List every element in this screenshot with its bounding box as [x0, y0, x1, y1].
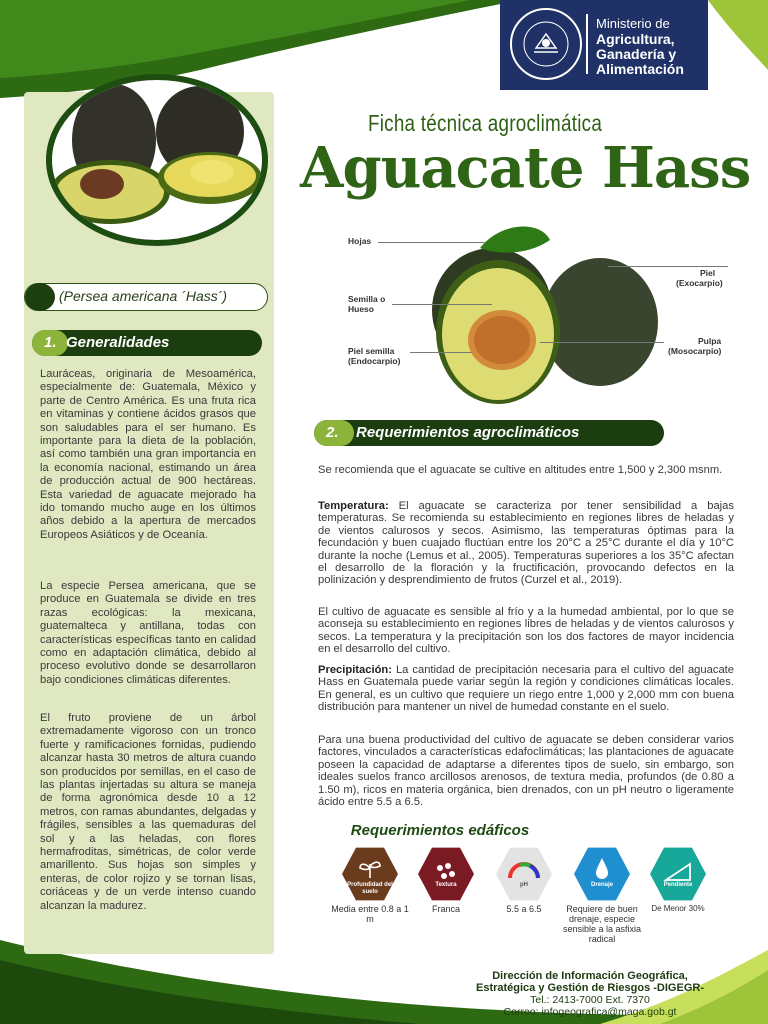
avocado-diagram — [420, 220, 670, 410]
label-piel-semilla: Piel semilla — [348, 346, 395, 356]
label-mosocarpio: (Mosocarpio) — [668, 346, 722, 356]
temperature-label: Temperatura: — [318, 500, 389, 512]
cold-sensitivity-paragraph: El cultivo de aguacate es sensible al frío y a la humedad ambiental, por lo que se aconseja su establecimiento en regiones libres de heladas y de vientos calurosos y secos. La temperatura y la precipitación son los dos factores de mayor incidencia en el desarrollo del cultivo. — [318, 606, 734, 656]
page-title: Aguacate Hass — [300, 135, 751, 201]
drainage-label: Drenaje — [590, 882, 613, 888]
avocado-photo — [46, 74, 268, 246]
guatemala-seal-icon — [510, 8, 582, 80]
precipitation-paragraph — [318, 664, 734, 714]
logo-line-2: Agricultura, — [596, 31, 675, 47]
leader-line — [378, 242, 486, 243]
footer-phone: Tel.: 2413-7000 Ext. 7370 — [530, 994, 650, 1006]
altitude-paragraph: Se recomienda que el aguacate se cultive en altitudes entre 1,500 y 2,300 msnm. — [318, 464, 723, 476]
generalidades-paragraph-2: La especie Persea americana, que se produce en Guatemala se divide en tres razas ecológicas: la mexicana, guatemalteca y antillana, todas con características específicas tanto en calidad como en adaptación climática, debido al proceso evolutivo donde se desarrollaron bajo condiciones climáticas diferentes. — [40, 580, 256, 686]
drainage-card — [574, 846, 630, 902]
ph-label: pH — [520, 882, 528, 888]
soil-depth-card — [342, 846, 398, 902]
precipitation-text: La cantidad de precipitación necesaria para el cultivo del aguacate Hass en Guatemala puede variar según la región y condiciones climáticas locales. En general, es un cultivo que requiere un riego entre 1,000 y 2,000 mm con buena distribución para mantener un nivel de humedad constante en el suelo. — [318, 664, 734, 714]
slope-label: Pendiente — [663, 882, 693, 888]
seal-graphic — [512, 10, 580, 78]
slope-caption: De Menor 30% — [651, 904, 705, 913]
footer-org-line-2: Estratégica y Gestión de Riesgos -DIGEGR- — [475, 982, 704, 994]
label-exocarpio: (Exocarpio) — [676, 278, 723, 288]
soil-paragraph: Para una buena productividad del cultivo de aguacate se deben considerar varios factores, vinculados a características edafoclimáticas; las plantaciones de aguacate poseen la capacidad de adaptarse a diferentes tipos de suelo, sin embargo, son ideales suelos franco arcillosos arenosos, de textura media, profundos (de 0.80 a 1.50 m), ricos en materia orgánica, bien drenados, con un pH neutro o ligeramente ácido entre 5.5 a 6.5. — [318, 734, 734, 809]
generalidades-paragraph-1: Lauráceas, originaria de Mesoamérica, especialmente de: Guatemala, México y parte de Centro América. Es una fruta rica en vitaminas y contiene ácidos grasos que son saludables para el ser humano. Es importante para la dieta de la población, así como también una gran importancia en la economía nacional, estimando un área de producción actual de 900 hectáreas. Esta variedad de aguacate mejorado ha ido tomando mucho auge en los últimos años debido a la apertura de mercados Europeos Asiáticos y de Oceanía. — [40, 368, 256, 541]
slope-card — [650, 846, 706, 902]
ph-card — [496, 846, 552, 902]
label-endocarpio: (Endocarpio) — [348, 356, 401, 366]
section-1-label: Generalidades — [66, 334, 170, 351]
generalidades-paragraph-3: El fruto proviene de un árbol extremadamente vigoroso con un tronco fuerte y ramificaciones fornidas, pudiendo alcanzar hasta 30 metros de altura cuando son producidos por semillas, en el caso de las plantas injertadas su altura se maneja de forma agronómica desde 10 a 12 metros, con ramas abundantes, delgadas y frágiles, sensibles a las quemaduras del sol y a las heladas, con flores hermafroditas, simétricas, de color verde amarillento. Sus hojas son simples y enteras, de color rojizo y se tornan lisas, coriáceas y de un verde intenso cuando alcanzan la madurez. — [40, 712, 256, 912]
precipitation-label: Precipitación: — [318, 664, 392, 676]
ministry-logo — [500, 0, 708, 90]
label-semilla: Semilla o — [348, 294, 386, 304]
section-2-heading — [314, 420, 664, 446]
texture-caption: Franca — [431, 904, 460, 914]
leader-line — [540, 342, 664, 343]
temperature-text: El aguacate se caracteriza por tener sensibilidad a bajas temperaturas. Se recomienda su establecimiento en regiones libres de heladas y de vientos calurosos y secos. Asimismo, las temperaturas óptimas para la fecundación y buen cuajado fluctúan entre los 20°C a 25°C durante el día y 10°C durante la noche (Lemus et al., 2005). Temperaturas superiores a los 35°C afectan el desarrollo de la floración y la fructificación, provocando defectos en la polinización y desprendimiento de frutos (Curzel et al., 2019). — [318, 500, 734, 587]
leader-line — [392, 304, 492, 305]
temperature-paragraph — [318, 500, 734, 587]
water-drop-icon — [574, 846, 630, 902]
logo-line-1: Ministerio de — [596, 16, 670, 31]
label-piel: Piel — [700, 268, 716, 278]
drainage-caption: Requiere de buen drenaje, especie sensible a la asfixia radical — [562, 904, 642, 944]
scientific-name: (Persea americana ´Hass´) — [59, 288, 228, 304]
logo-divider — [586, 14, 588, 74]
texture-icon — [418, 846, 474, 902]
soil-depth-caption: Media entre 0.8 a 1 m — [331, 904, 409, 924]
label-pulpa: Pulpa — [698, 336, 722, 346]
logo-line-3: Ganadería y — [596, 46, 677, 62]
slope-icon — [650, 846, 706, 902]
page-subtitle: Ficha técnica agroclimática — [367, 110, 603, 136]
texture-label: Textura — [435, 882, 457, 888]
label-hojas: Hojas — [348, 236, 372, 246]
section-2-number: 2. — [326, 424, 339, 441]
leader-line — [410, 352, 472, 353]
avocado-illustration — [52, 80, 262, 240]
section-1-heading — [32, 330, 262, 356]
soil-depth-label: Profundidad del suelo — [347, 882, 393, 895]
footer-org-line-1: Dirección de Información Geográfica, — [492, 970, 688, 982]
scientific-name-pill — [24, 283, 268, 311]
leader-line — [608, 266, 728, 267]
footer-email[interactable]: Correo: infogeografica@maga.gob.gt — [503, 1006, 677, 1018]
texture-card — [418, 846, 474, 902]
ph-caption: 5.5 a 6.5 — [506, 904, 542, 914]
soil-requirements-title: Requerimientos edáficos — [350, 822, 530, 839]
label-hueso: Hueso — [348, 304, 374, 314]
logo-line-4: Alimentación — [596, 61, 684, 77]
pill-dot — [25, 283, 55, 311]
section-2-label: Requerimientos agroclimáticos — [356, 424, 580, 441]
ph-gauge-icon — [496, 846, 552, 902]
section-1-number: 1. — [44, 334, 57, 351]
